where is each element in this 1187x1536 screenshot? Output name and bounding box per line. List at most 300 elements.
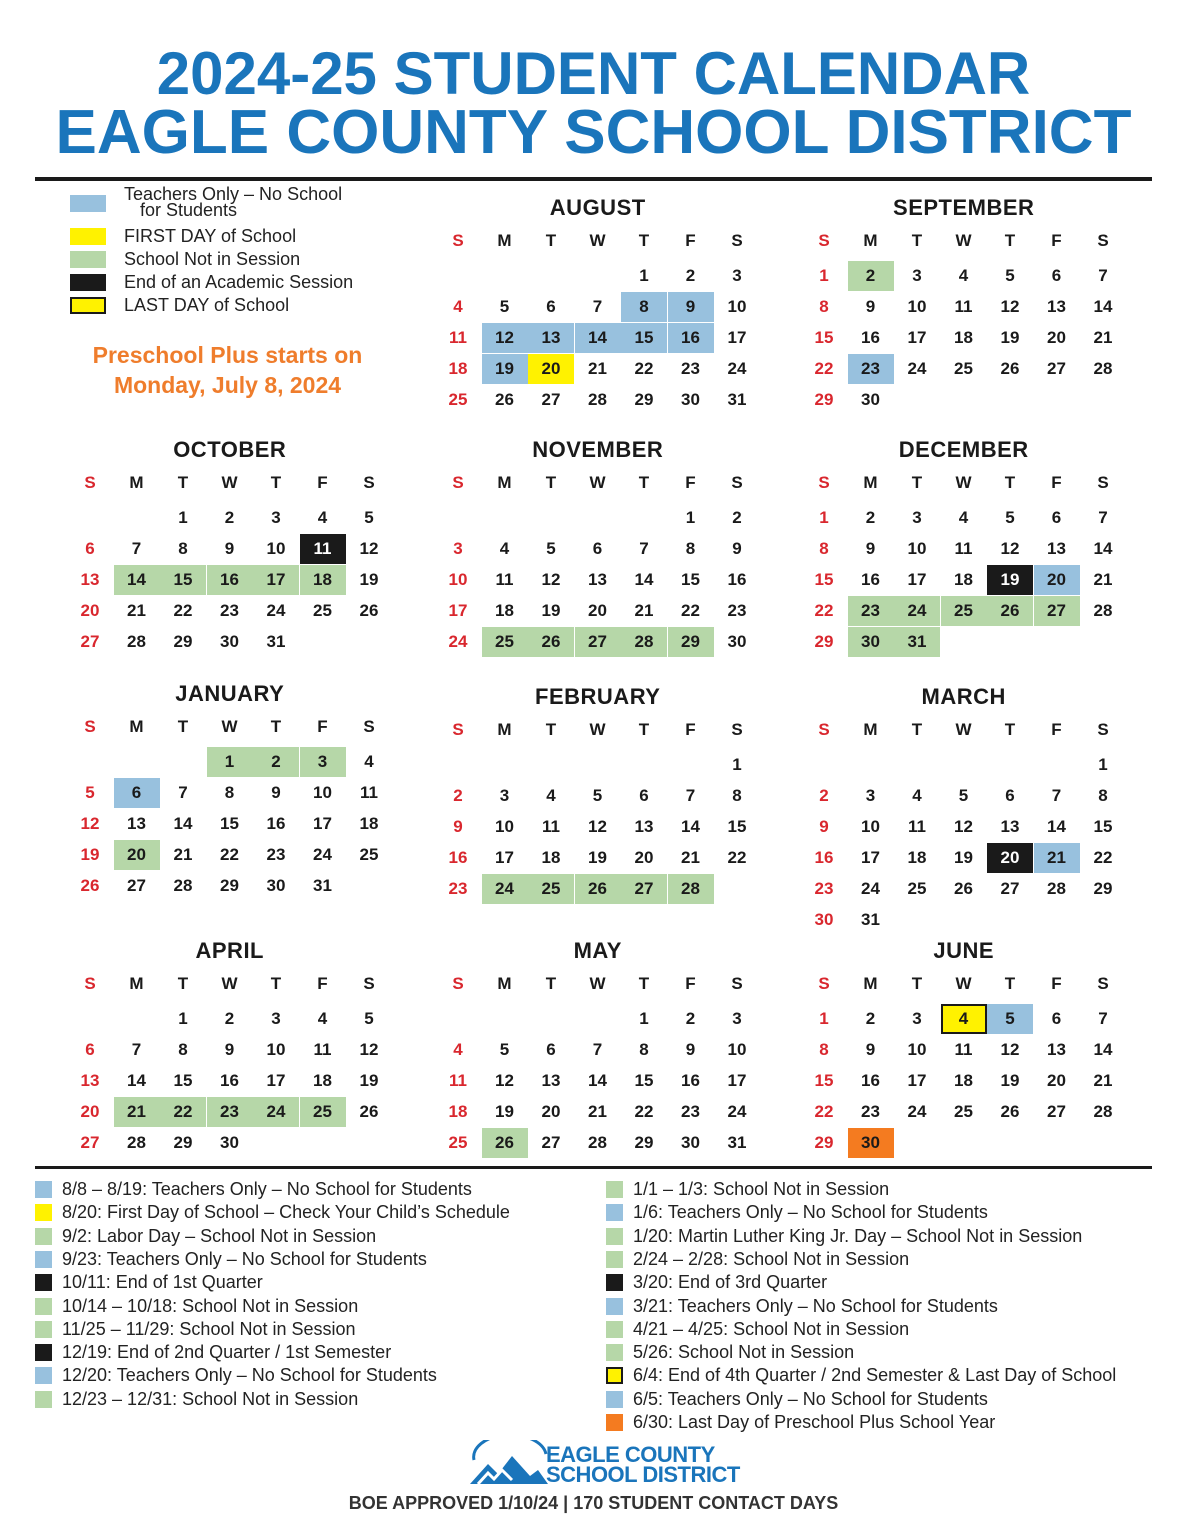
weekday-header: M [497, 473, 512, 492]
weekday-header: M [863, 231, 878, 250]
weekday-header: W [589, 231, 606, 250]
day-cell: 28 [127, 632, 146, 651]
day-cell: 19 [1000, 328, 1020, 347]
day-cell: 22 [634, 1102, 654, 1121]
day-cell: 18 [954, 1071, 973, 1090]
page-title-line2: EAGLE COUNTY SCHOOL DISTRICT [55, 98, 1132, 167]
day-cell: 16 [668, 323, 714, 353]
day-cell: 24 [313, 845, 332, 864]
weekday-header: M [497, 974, 512, 993]
day-cell: 15 [634, 1071, 654, 1090]
day-cell: 3 [300, 747, 346, 777]
day-cell: 4 [499, 539, 510, 558]
note-swatch [35, 1391, 52, 1408]
day-cell: 20 [541, 1102, 561, 1121]
day-cell: 27 [1047, 1102, 1066, 1121]
day-cell: 9 [732, 539, 742, 558]
weekday-header: T [911, 473, 923, 492]
day-cell: 7 [1098, 266, 1108, 285]
day-cell: 13 [634, 817, 654, 836]
day-cell: 12 [495, 1071, 514, 1090]
weekday-header: T [545, 720, 557, 739]
logo-text-line2: SCHOOL DISTRICT [546, 1462, 740, 1487]
weekday-header: T [545, 473, 557, 492]
day-cell: 2 [253, 747, 299, 777]
day-cell: 21 [127, 601, 146, 620]
day-cell: 11 [449, 328, 467, 347]
note-swatch [606, 1367, 623, 1384]
day-cell: 29 [634, 390, 654, 409]
day-cell: 22 [160, 1097, 206, 1127]
day-cell: 23 [727, 601, 747, 620]
day-cell: 16 [266, 814, 286, 833]
weekday-header: S [1097, 720, 1109, 739]
day-cell: 20 [114, 840, 160, 870]
note-text: 1/1 – 1/3: School Not in Session [633, 1179, 890, 1199]
day-cell: 14 [114, 565, 160, 595]
day-cell: 12 [588, 817, 607, 836]
month-september [801, 195, 1127, 425]
day-cell: 31 [861, 910, 880, 929]
day-cell: 9 [224, 539, 235, 558]
day-cell: 28 [621, 627, 667, 657]
note-swatch [606, 1228, 623, 1245]
day-cell: 9 [224, 1040, 235, 1059]
day-cell: 23 [207, 1097, 253, 1127]
note-swatch [606, 1321, 623, 1338]
day-cell: 6 [114, 778, 160, 808]
day-cell: 19 [954, 848, 973, 867]
day-cell: 28 [588, 390, 607, 409]
day-cell: 18 [907, 848, 927, 867]
weekday-header: T [177, 473, 189, 492]
weekday-header: T [1004, 473, 1016, 492]
weekday-header: M [129, 974, 144, 993]
day-cell: 30 [814, 910, 834, 929]
weekday-header: F [1051, 720, 1062, 739]
day-cell: 14 [173, 814, 193, 833]
weekday-header: M [497, 231, 512, 250]
day-cell: 9 [271, 783, 281, 802]
note-swatch [35, 1274, 52, 1291]
day-cell: 22 [814, 1102, 834, 1121]
day-cell: 30 [220, 632, 239, 651]
day-cell: 31 [266, 632, 286, 651]
day-cell: 16 [727, 570, 747, 589]
month-title: JUNE [933, 938, 995, 963]
day-cell: 25 [907, 879, 927, 898]
weekday-header: S [363, 473, 375, 492]
note-swatch [35, 1181, 52, 1198]
note-text: 5/26: School Not in Session [633, 1342, 855, 1363]
day-cell: 11 [954, 539, 973, 558]
month-title: SEPTEMBER [893, 195, 1035, 220]
day-cell: 30 [266, 876, 286, 895]
day-cell: 22 [727, 848, 747, 867]
day-cell: 28 [1093, 359, 1113, 378]
weekday-header: T [270, 473, 282, 492]
day-cell: 30 [220, 1133, 239, 1152]
day-cell: 15 [1093, 817, 1113, 836]
note-swatch [606, 1298, 623, 1315]
day-cell: 12 [359, 1040, 379, 1059]
legend-swatch-last-day [70, 297, 106, 314]
day-cell: 23 [861, 1102, 880, 1121]
day-cell: 25 [300, 1097, 346, 1127]
day-cell: 15 [220, 814, 239, 833]
day-cell: 17 [907, 1071, 927, 1090]
day-cell: 4 [453, 1040, 463, 1059]
month-title: AUGUST [549, 195, 646, 220]
day-cell: 10 [861, 817, 880, 836]
day-cell: 3 [732, 1009, 742, 1028]
day-cell: 24 [448, 632, 468, 651]
day-cell: 27 [575, 627, 621, 657]
day-cell: 16 [861, 1071, 880, 1090]
day-cell: 29 [634, 1133, 654, 1152]
day-cell: 21 [588, 1102, 607, 1121]
day-cell: 29 [220, 876, 239, 895]
day-cell: 15 [160, 565, 206, 595]
day-cell: 30 [848, 1128, 894, 1158]
legend-swatch-end-session [70, 274, 106, 291]
day-cell: 20 [1034, 565, 1080, 595]
month-february [435, 684, 761, 914]
day-cell: 27 [541, 1133, 561, 1152]
weekday-header: M [863, 974, 878, 993]
day-cell: 7 [1051, 786, 1062, 805]
day-cell: 3 [865, 786, 876, 805]
month-title: FEBRUARY [535, 684, 661, 709]
day-cell: 6 [85, 539, 95, 558]
day-cell: 13 [80, 1071, 100, 1090]
weekday-header: W [955, 473, 972, 492]
day-cell: 29 [814, 390, 834, 409]
day-cell: 2 [865, 1009, 876, 1028]
weekday-header: M [863, 720, 878, 739]
weekday-header: S [452, 974, 464, 993]
preschool-note-line1: Preschool Plus starts on [92, 342, 363, 368]
day-cell: 23 [681, 359, 700, 378]
day-cell: 17 [266, 1071, 286, 1090]
weekday-header: T [638, 720, 650, 739]
day-cell: 17 [727, 328, 747, 347]
day-cell: 24 [861, 879, 880, 898]
day-cell: 17 [253, 565, 299, 595]
day-cell: 14 [588, 1071, 607, 1090]
weekday-header: F [685, 473, 696, 492]
day-cell: 1 [732, 755, 742, 774]
note-text: 3/20: End of 3rd Quarter [633, 1272, 828, 1293]
weekday-header: W [589, 720, 606, 739]
weekday-header: S [452, 473, 464, 492]
note-swatch [606, 1251, 623, 1268]
day-cell: 21 [634, 601, 654, 620]
day-cell: 19 [482, 354, 528, 384]
day-cell: 15 [727, 817, 747, 836]
month-title: MARCH [921, 684, 1006, 709]
day-cell: 29 [1093, 879, 1113, 898]
day-cell: 29 [814, 1133, 834, 1152]
note-swatch [35, 1367, 52, 1384]
day-cell: 10 [907, 539, 927, 558]
day-cell: 23 [848, 596, 894, 626]
weekday-header: F [317, 473, 328, 492]
day-cell: 20 [588, 601, 607, 620]
day-cell: 20 [1047, 328, 1066, 347]
weekday-header: F [317, 717, 328, 736]
day-cell: 30 [861, 390, 880, 409]
day-cell: 12 [1000, 539, 1020, 558]
day-cell: 16 [681, 1071, 700, 1090]
day-cell: 12 [482, 323, 528, 353]
day-cell: 26 [987, 596, 1033, 626]
day-cell: 27 [127, 876, 146, 895]
day-cell: 12 [1000, 297, 1020, 316]
day-cell: 31 [727, 390, 747, 409]
day-cell: 10 [907, 297, 927, 316]
note-text: 11/25 – 11/29: School Not in Session [62, 1318, 356, 1339]
day-cell: 29 [173, 632, 193, 651]
day-cell: 2 [732, 508, 742, 527]
day-cell: 22 [814, 601, 834, 620]
weekday-header: T [1004, 231, 1016, 250]
day-cell: 11 [954, 297, 973, 316]
day-cell: 7 [1098, 1009, 1108, 1028]
day-cell: 23 [266, 845, 286, 864]
note-swatch [606, 1344, 623, 1361]
top-divider [35, 177, 1152, 181]
weekday-header: S [731, 974, 743, 993]
day-cell: 28 [1093, 1102, 1113, 1121]
legend-swatch-first-day [70, 228, 106, 245]
legend-label-end-session: End of an Academic Session [124, 272, 354, 292]
legend-swatch-no-session [70, 251, 106, 268]
day-cell: 20 [80, 1102, 100, 1121]
weekday-header: T [911, 720, 923, 739]
day-cell: 19 [80, 845, 100, 864]
day-cell: 17 [448, 601, 468, 620]
day-cell: 25 [448, 1133, 468, 1152]
note-text: 2/24 – 2/28: School Not in Session [633, 1248, 910, 1269]
day-cell: 12 [1000, 1040, 1020, 1059]
day-cell: 11 [360, 783, 378, 802]
day-cell: 31 [727, 1133, 747, 1152]
day-cell: 25 [359, 845, 379, 864]
day-cell: 13 [127, 814, 146, 833]
note-text: 6/30: Last Day of Preschool Plus School Year [633, 1412, 996, 1432]
day-cell: 17 [907, 328, 927, 347]
note-swatch [35, 1344, 52, 1361]
month-title: JANUARY [175, 681, 285, 706]
month-june [801, 938, 1127, 1168]
day-cell: 4 [317, 1009, 328, 1028]
weekday-header: T [911, 231, 923, 250]
weekday-header: F [685, 974, 696, 993]
day-cell: 4 [453, 297, 463, 316]
day-cell: 28 [1047, 879, 1066, 898]
day-cell: 16 [861, 570, 880, 589]
day-cell: 12 [541, 570, 561, 589]
note-text: 9/23: Teachers Only – No School for Students [62, 1248, 427, 1269]
day-cell: 10 [266, 539, 286, 558]
weekday-header: S [452, 720, 464, 739]
day-cell: 17 [313, 814, 332, 833]
weekday-header: W [589, 473, 606, 492]
weekday-header: T [1004, 720, 1016, 739]
day-cell: 16 [861, 328, 880, 347]
day-cell: 28 [127, 1133, 146, 1152]
day-cell: 1 [178, 1009, 188, 1028]
day-cell: 27 [1047, 359, 1066, 378]
day-cell: 14 [1093, 1040, 1113, 1059]
day-cell: 9 [865, 297, 876, 316]
day-cell: 7 [178, 783, 188, 802]
day-cell: 19 [359, 1071, 379, 1090]
weekday-header: W [221, 717, 238, 736]
day-cell: 26 [359, 601, 379, 620]
note-swatch [35, 1204, 52, 1221]
weekday-header: F [1051, 231, 1062, 250]
day-cell: 1 [819, 508, 829, 527]
weekday-header: M [129, 473, 144, 492]
day-cell: 21 [681, 848, 700, 867]
month-title: APRIL [195, 938, 264, 963]
logo-text-line1: EAGLE COUNTY [546, 1442, 715, 1467]
day-cell: 11 [300, 534, 346, 564]
month-april [67, 938, 393, 1168]
day-cell: 19 [541, 601, 561, 620]
day-cell: 5 [85, 783, 95, 802]
weekday-header: S [363, 974, 375, 993]
day-cell: 4 [941, 1004, 987, 1034]
day-cell: 18 [954, 328, 973, 347]
day-cell: 25 [482, 627, 528, 657]
note-text: 3/21: Teachers Only – No School for Students [633, 1295, 998, 1316]
day-cell: 27 [1034, 596, 1080, 626]
note-text: 12/20: Teachers Only – No School for Students [62, 1365, 437, 1386]
day-cell: 16 [814, 848, 834, 867]
month-title: DECEMBER [898, 437, 1029, 462]
day-cell: 15 [621, 323, 667, 353]
day-cell: 3 [732, 266, 742, 285]
day-cell: 25 [941, 596, 987, 626]
day-cell: 15 [173, 1071, 193, 1090]
day-cell: 5 [546, 539, 556, 558]
day-cell: 8 [178, 539, 188, 558]
month-august [435, 195, 761, 425]
note-text: 10/14 – 10/18: School Not in Session [62, 1295, 359, 1316]
day-cell: 5 [364, 508, 374, 527]
day-cell: 24 [727, 359, 747, 378]
day-cell: 23 [448, 879, 468, 898]
month-title: MAY [573, 938, 622, 963]
day-cell: 28 [1093, 601, 1113, 620]
weekday-header: F [1051, 974, 1062, 993]
day-cell: 22 [220, 845, 239, 864]
month-may [435, 938, 761, 1168]
weekday-header: S [818, 473, 830, 492]
day-cell: 19 [1000, 1071, 1020, 1090]
day-cell: 17 [907, 570, 927, 589]
weekday-header: S [452, 231, 464, 250]
day-cell: 31 [894, 627, 940, 657]
weekday-header: F [685, 720, 696, 739]
note-swatch [606, 1274, 623, 1291]
day-cell: 26 [1000, 1102, 1020, 1121]
day-cell: 13 [80, 570, 100, 589]
day-cell: 6 [546, 1040, 556, 1059]
weekday-header: W [221, 974, 238, 993]
day-cell: 9 [668, 292, 714, 322]
weekday-header: T [1004, 974, 1016, 993]
day-cell: 13 [1000, 817, 1020, 836]
day-cell: 8 [1098, 786, 1108, 805]
weekday-header: W [955, 231, 972, 250]
day-cell: 27 [1000, 879, 1020, 898]
day-cell: 1 [685, 508, 696, 527]
day-cell: 1 [819, 1009, 829, 1028]
day-cell: 7 [1098, 508, 1108, 527]
day-cell: 11 [495, 570, 514, 589]
day-cell: 18 [495, 601, 514, 620]
weekday-header: M [863, 473, 878, 492]
day-cell: 8 [819, 539, 829, 558]
day-cell: 25 [528, 874, 574, 904]
weekday-header: W [221, 473, 238, 492]
day-cell: 14 [681, 817, 700, 836]
day-cell: 9 [453, 817, 463, 836]
preschool-note-line2: Monday, July 8, 2024 [113, 372, 342, 398]
day-cell: 8 [621, 292, 667, 322]
bottom-divider [35, 1166, 1152, 1169]
day-cell: 20 [1047, 1071, 1066, 1090]
day-cell: 2 [819, 786, 829, 805]
day-cell: 11 [449, 1071, 467, 1090]
weekday-header: T [638, 974, 650, 993]
day-cell: 10 [266, 1040, 286, 1059]
day-cell: 2 [848, 261, 894, 291]
day-cell: 26 [359, 1102, 379, 1121]
day-cell: 24 [907, 359, 927, 378]
day-cell: 4 [958, 508, 969, 527]
district-logo [468, 1440, 740, 1490]
day-cell: 8 [685, 539, 696, 558]
day-cell: 8 [178, 1040, 188, 1059]
legend-label-teachers-line2: for Students [140, 200, 238, 220]
day-cell: 3 [912, 266, 922, 285]
day-cell: 1 [639, 266, 649, 285]
day-cell: 26 [575, 874, 621, 904]
day-cell: 29 [668, 627, 714, 657]
day-cell: 13 [528, 323, 574, 353]
day-cell: 2 [224, 508, 235, 527]
day-cell: 3 [453, 539, 463, 558]
day-cell: 24 [907, 1102, 927, 1121]
day-cell: 10 [907, 1040, 927, 1059]
note-text: 4/21 – 4/25: School Not in Session [633, 1318, 910, 1339]
day-cell: 24 [727, 1102, 747, 1121]
day-cell: 23 [220, 601, 239, 620]
day-cell: 2 [685, 266, 696, 285]
weekday-header: S [84, 717, 96, 736]
day-cell: 8 [224, 783, 235, 802]
weekday-header: S [1097, 974, 1109, 993]
weekday-header: S [363, 717, 375, 736]
weekday-header: W [955, 720, 972, 739]
day-cell: 13 [1047, 1040, 1066, 1059]
day-cell: 6 [592, 539, 603, 558]
